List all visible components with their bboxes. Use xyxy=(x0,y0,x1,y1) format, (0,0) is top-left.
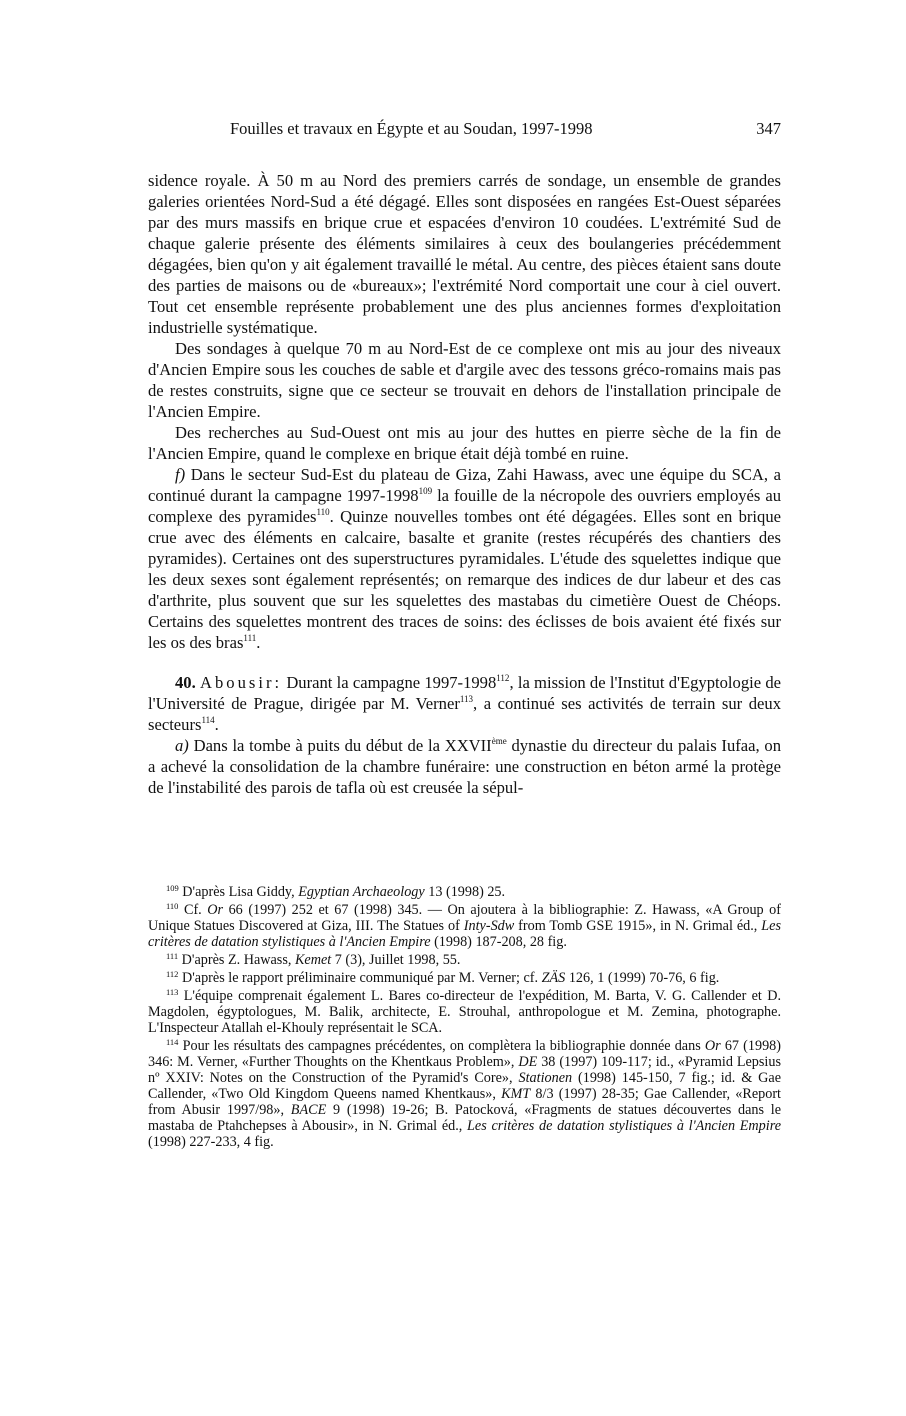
paragraph-f: f) Dans le secteur Sud-Est du plateau de Giza, Zahi Hawass, avec une équipe du SCA, a continué durant la campagne 1997-1998$^{109}$ la fouille de la nécropole des ouvriers employés au complexe des pyramides$^{110}$. Quinze nouvelles tombes ont été dégagées. Elles sont en brique crue avec des éléments en calcaire, basalte et granite (restes récupérés des chantiers des pyramides). Certaines ont des superstructures pyramidales. L'étude des squelettes indique que les deux sexes sont également représentés; on remarque des indices de dur labeur et des cas d'arthrite, plus souvent que sur les squelettes des mastabas du cimetière Ouest de Chéops. Certains des squelettes montrent des traces de soins: des éclisses de bois avaient été fixés sur les os des bras$^{111}$. xyxy=(148,465,782,652)
footnotes xyxy=(148,884,781,1152)
footnote-111: $^{111}$ D'après Z. Hawass, Kemet 7 (3), Juillet 1998, 55. xyxy=(166,951,461,968)
paragraph-sondages: Des sondages à quelque 70 m au Nord-Est de ce complexe ont mis au jour des niveaux d'Ancien Empire sous les couches de sable et d'argile avec des tessons gréco-romains mais pas de restes construits, signe que ce secteur se trouvait en dehors de l'installation principale de l'Ancien Empire. xyxy=(148,339,781,421)
site-name: Abousir: xyxy=(200,673,283,692)
footnote-ref: 114 xyxy=(201,715,215,725)
footnote-114: $^{114}$ Pour les résultats des campagnes précédentes, on complètera la bibliographie donnée dans Or 67 (1998) 346: M. Verner, «Further Thoughts on the Khentkaus Problem», DE 38 (1997) 109-117; id., «Pyramid Lepsius nº XXIV: Notes on the Construction of the Pyramid's Core», Stationen (1998) 145-150, 7 fig.; id. & Gae Callender, «Two Old Kingdom Queens named Khentkaus», KMT 8/3 (1997) 28-35; Gae Callender, «Report from Abusir 1997/98», BACE 9 (1998) 19-26; B. Patocková, «Fragments de statues découvertes dans le mastaba de Ptahchepses à Abousir», in N. Grimal éd., Les critères de datation stylistiques à l'Ancien Empire (1998) 227-233, 4 fig. xyxy=(148,1037,781,1150)
section-label: f) xyxy=(175,465,186,484)
footnote-ref: 112 xyxy=(496,673,510,683)
page-number: 347 xyxy=(756,119,781,138)
footnote-112: $^{112}$ D'après le rapport préliminaire communiqué par M. Verner; cf. ZÄS 126, 1 (1999) 70-76, 6 fig. xyxy=(166,969,720,986)
paragraph-recherches: Des recherches au Sud-Ouest ont mis au jour des huttes en pierre sèche de la fin de l'Ancien Empire, quand le complexe en brique était déjà tombé en ruine. xyxy=(148,423,781,463)
footnote-ref: 111 xyxy=(243,633,257,643)
footnote-110: $^{110}$ Cf. Or 66 (1997) 252 et 67 (1998) 345. — On ajoutera à la bibliographie: Z. Hawass, «A Group of Unique Statues Discovered at Giza, III. The Statues of Inty-Sdw from Tomb GSE 1915», in N. Grimal éd., Les critères de datation stylistiques à l'Ancien Empire (1998) 187-208, 28 fig. xyxy=(148,901,782,950)
footnote-ref: 109 xyxy=(418,486,433,496)
paragraph-continued: sidence royale. À 50 m au Nord des premiers carrés de sondage, un ensemble de grandes galeries orientées Nord-Sud a été dégagé. Elles sont disposées en rangées Est-Ouest séparées par des murs massifs en brique crue et espacées d'environ 10 coudées. L'extrémité Sud de chaque galerie présente des éléments similaires à ceux des boulangeries précédemment dégagées, bien qu'on y ait également travaillé le métal. Au centre, des pièces étaient sans doute des parties de maisons ou de «bureaux»; l'extrémité Nord comportait une cour à ciel ouvert. Tout cet ensemble représente probablement une des plus anciennes formes d'exploitation industrielle systématique. xyxy=(148,171,781,337)
running-header xyxy=(148,118,781,140)
main-text xyxy=(148,170,781,798)
running-title: Fouilles et travaux en Égypte et au Soudan, 1997-1998 xyxy=(230,119,593,138)
footnote-109: $^{109}$ D'après Lisa Giddy, Egyptian Archaeology 13 (1998) 25. xyxy=(166,883,506,900)
section-number: 40. xyxy=(175,673,196,692)
footnote-ref: 113 xyxy=(459,694,474,704)
paragraph-a: a) Dans la tombe à puits du début de la XXVIIème dynastie du directeur du palais Iufaa, on a achevé la consolidation de la chambre funéraire: une construction en béton armé la protège de l'instabilité des parois de tafla où est creusée la sépul- xyxy=(148,736,782,797)
footnote-ref: 110 xyxy=(316,507,330,517)
footnote-113: $^{113}$ L'équipe comprenait également L. Bares co-directeur de l'expédition, M. Barta, V. G. Callender et D. Magdolen, égyptologues, M. Balik, architecte, E. Strouhal, anthropologue et M. Zemina, photographe. L'Inspecteur Atallah el-Khouly représentait le SCA. xyxy=(148,987,781,1036)
section-label: a) xyxy=(175,736,189,755)
paragraph-abousir: 40. Abousir: Durant la campagne 1997-1998$^{112}$, la mission de l'Institut d'Egyptologie de l'Université de Prague, dirigée par M. Verner$^{113}$, a continué ses activités de terrain sur deux secteurs$^{114}$. xyxy=(148,673,781,734)
